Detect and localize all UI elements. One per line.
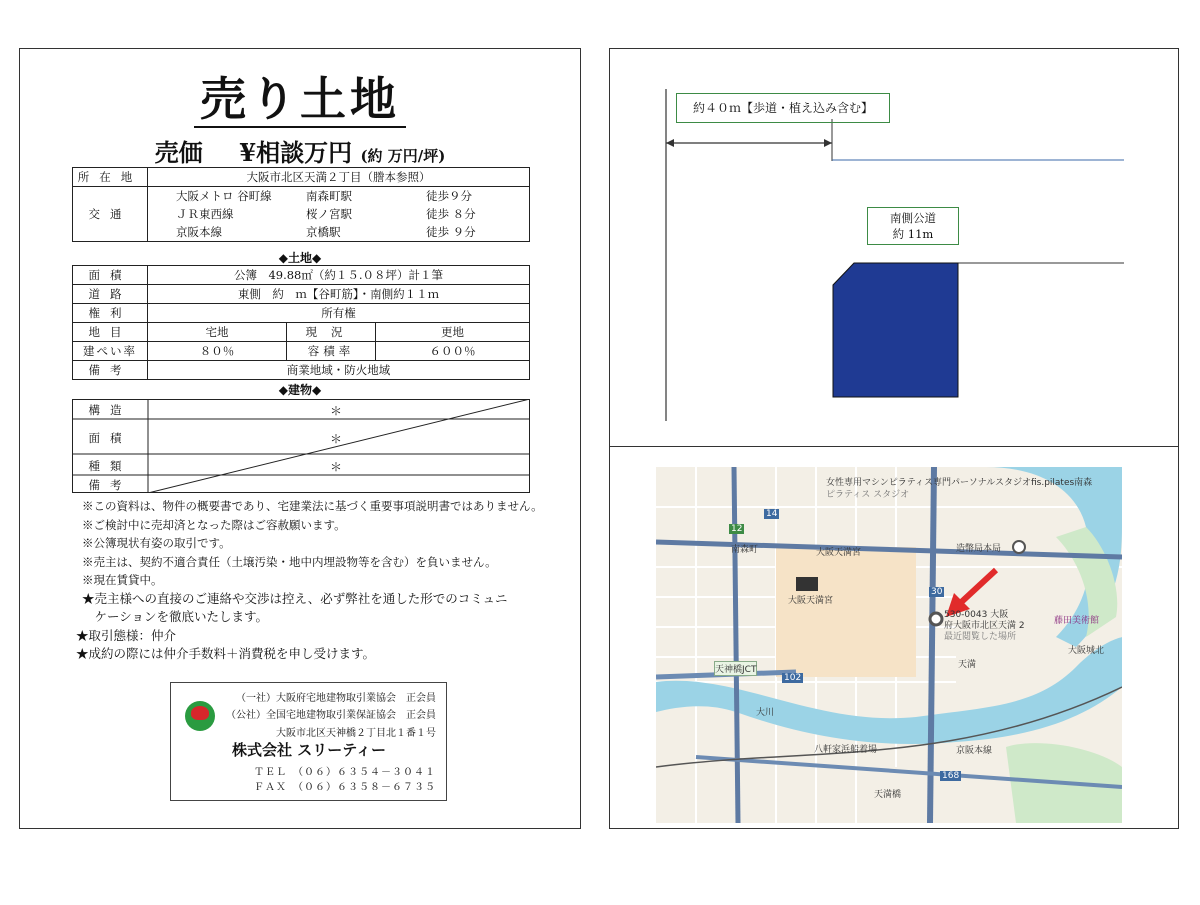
property-table — [72, 167, 530, 242]
map-label-castle-north: 大阪城北 — [1068, 646, 1105, 656]
access-row: ＪＲ東西線 桜ノ宮駅 徒歩 ８分 — [176, 207, 476, 221]
map-label-pilates-sub: ピラティス スタジオ — [826, 490, 910, 500]
land-notes-label: 備考 — [73, 361, 148, 380]
south-road-name: 南側公道 — [890, 211, 936, 225]
map-label-tenma: 天満 — [958, 660, 977, 670]
access-label: 交通 — [73, 187, 148, 242]
map-graphics — [656, 467, 1122, 823]
type-mark: ＊ — [330, 460, 343, 474]
land-notes-value: 商業地域・防火地域 — [148, 361, 530, 380]
location-map[interactable] — [656, 467, 1122, 823]
disclaimer-item: ※公簿現状有姿の取引です。 — [82, 536, 231, 550]
route-30-badge: 30 — [931, 587, 943, 597]
map-label-museum: 藤田美術館 — [1054, 616, 1100, 626]
flyer-panel — [19, 48, 581, 829]
lot-shape — [833, 263, 958, 397]
company-logo-icon — [185, 701, 215, 731]
building-notes-label: 備考 — [88, 478, 132, 492]
bcr-value: ８０％ — [148, 342, 287, 361]
map-label-keihan-line: 京阪本線 — [956, 746, 993, 756]
route-168-badge: 168 — [942, 771, 960, 781]
map-label-mint: 造幣局本局 — [956, 544, 1002, 554]
map-pin-address-2: 府大阪市北区天満 2 — [944, 621, 1025, 631]
map-label-pilates: 女性専用マシンピラティス専門パーソナルスタジオfis.pilates南森 — [826, 478, 1093, 488]
road-label: 道路 — [73, 285, 148, 304]
company-name: 株式会社 スリーティー — [231, 741, 386, 759]
route-14-badge: 14 — [766, 509, 778, 519]
building-table — [72, 399, 530, 493]
south-road-width: 約 11m — [892, 227, 934, 241]
south-road-label — [867, 207, 959, 245]
disclaimer-item: ※売主は、契約不適合責任（土壌汚染・地中内埋設物等を含む）を負いません。 — [82, 554, 497, 569]
map-label-minamimorimachi: 南森町 — [731, 545, 759, 555]
disclaimer-item: ★取引態様：仲介 — [76, 627, 177, 643]
price-value: ¥相談万円 — [239, 138, 353, 167]
disclaimer-item: ★成約の際には仲介手数料＋消費税を申し受けます。 — [76, 646, 376, 661]
access-list — [148, 187, 530, 242]
map-label-hachikenya: 八軒家浜船着場 — [814, 745, 878, 755]
price-unit: (約 万円/坪) — [360, 147, 446, 165]
association-1: （一社）大阪府宅地建物取引業協会 正会員 — [236, 693, 436, 704]
disclaimer-item: ※この資料は、物件の概要書であり、宅建業法に基づく重要事項説明書ではありません。 — [82, 499, 543, 513]
frontage-label: 約４０ｍ【歩道・植え込み含む】 — [676, 93, 890, 123]
land-area-value: 公簿 49.88㎡（約１５.０８坪）計１筆 — [148, 266, 530, 285]
land-table — [72, 265, 530, 380]
price-label: 売価 — [154, 138, 203, 167]
disclaimer-item: ※現在賃貸中。 — [82, 573, 163, 587]
type-label: 種類 — [88, 459, 132, 473]
company-box — [170, 682, 447, 801]
company-tel: ＴＥＬ （０６）６３５４－３０４１ — [254, 767, 436, 778]
road-value: 東側 約 ｍ【谷町筋】・南側約１１ｍ — [148, 285, 530, 304]
map-label-jct: 天神橋JCT — [714, 661, 757, 676]
category-value: 宅地 — [148, 323, 287, 342]
route-102-badge: 102 — [784, 673, 802, 683]
structure-label: 構造 — [88, 403, 132, 417]
building-section-heading: ◆建物◆ — [278, 383, 322, 397]
bcr-label: 建ぺい率 — [73, 342, 148, 361]
disclaimer-list — [76, 497, 543, 664]
area-mark: ＊ — [330, 432, 343, 446]
land-area-label: 面積 — [73, 266, 148, 285]
status-value: 更地 — [376, 323, 530, 342]
map-pin-recent: 最近閲覧した場所 — [944, 632, 1017, 642]
map-label-okawa: 大川 — [756, 708, 775, 718]
category-label: 地目 — [73, 323, 148, 342]
map-pin-address-1: 530-0043 大阪 — [944, 610, 1009, 620]
flyer-title: 売り土地 — [20, 63, 580, 129]
company-fax: ＦＡＸ （０６）６３５８－６７３５ — [254, 782, 436, 793]
land-section-heading: ◆土地◆ — [278, 251, 322, 265]
company-address: 大阪市北区天神橋２丁目北１番１号 — [276, 728, 436, 739]
map-label-osakatenmangu-station: 大阪天満宮 — [816, 548, 862, 558]
disclaimer-item: ★売主様への直接のご連絡や交渉は控え、必ず弊社を通した形でのコミュニ — [82, 590, 508, 606]
status-label: 現況 — [287, 323, 376, 342]
location-label: 所在地 — [73, 168, 148, 187]
route-12-badge: 12 — [731, 524, 743, 534]
association-2: （公社）全国宅地建物取引業保証協会 正会員 — [226, 710, 436, 721]
disclaimer-item: ※ご検討中に売却済となった際はご容赦願います。 — [82, 517, 346, 532]
access-row: 大阪メトロ 谷町線 南森町駅 徒歩９分 — [176, 189, 472, 203]
access-row: 京阪本線 京橋駅 徒歩 ９分 — [176, 225, 476, 239]
rights-value: 所有権 — [148, 304, 530, 323]
disclaimer-item: ケーションを徹底いたします。 — [82, 609, 269, 624]
structure-mark: ＊ — [330, 404, 343, 418]
far-label: 容積率 — [287, 342, 376, 361]
price-line — [20, 133, 580, 168]
panel-divider — [610, 446, 1178, 447]
building-area-label: 面積 — [88, 431, 132, 445]
map-label-shrine: 大阪天満宮 — [788, 596, 834, 606]
plan-map-panel — [609, 48, 1179, 829]
rights-label: 権利 — [73, 304, 148, 323]
far-value: ６００％ — [376, 342, 530, 361]
map-label-tenmabashi: 天満橋 — [874, 790, 902, 800]
location-value: 大阪市北区天満２丁目（謄本参照） — [148, 168, 530, 187]
